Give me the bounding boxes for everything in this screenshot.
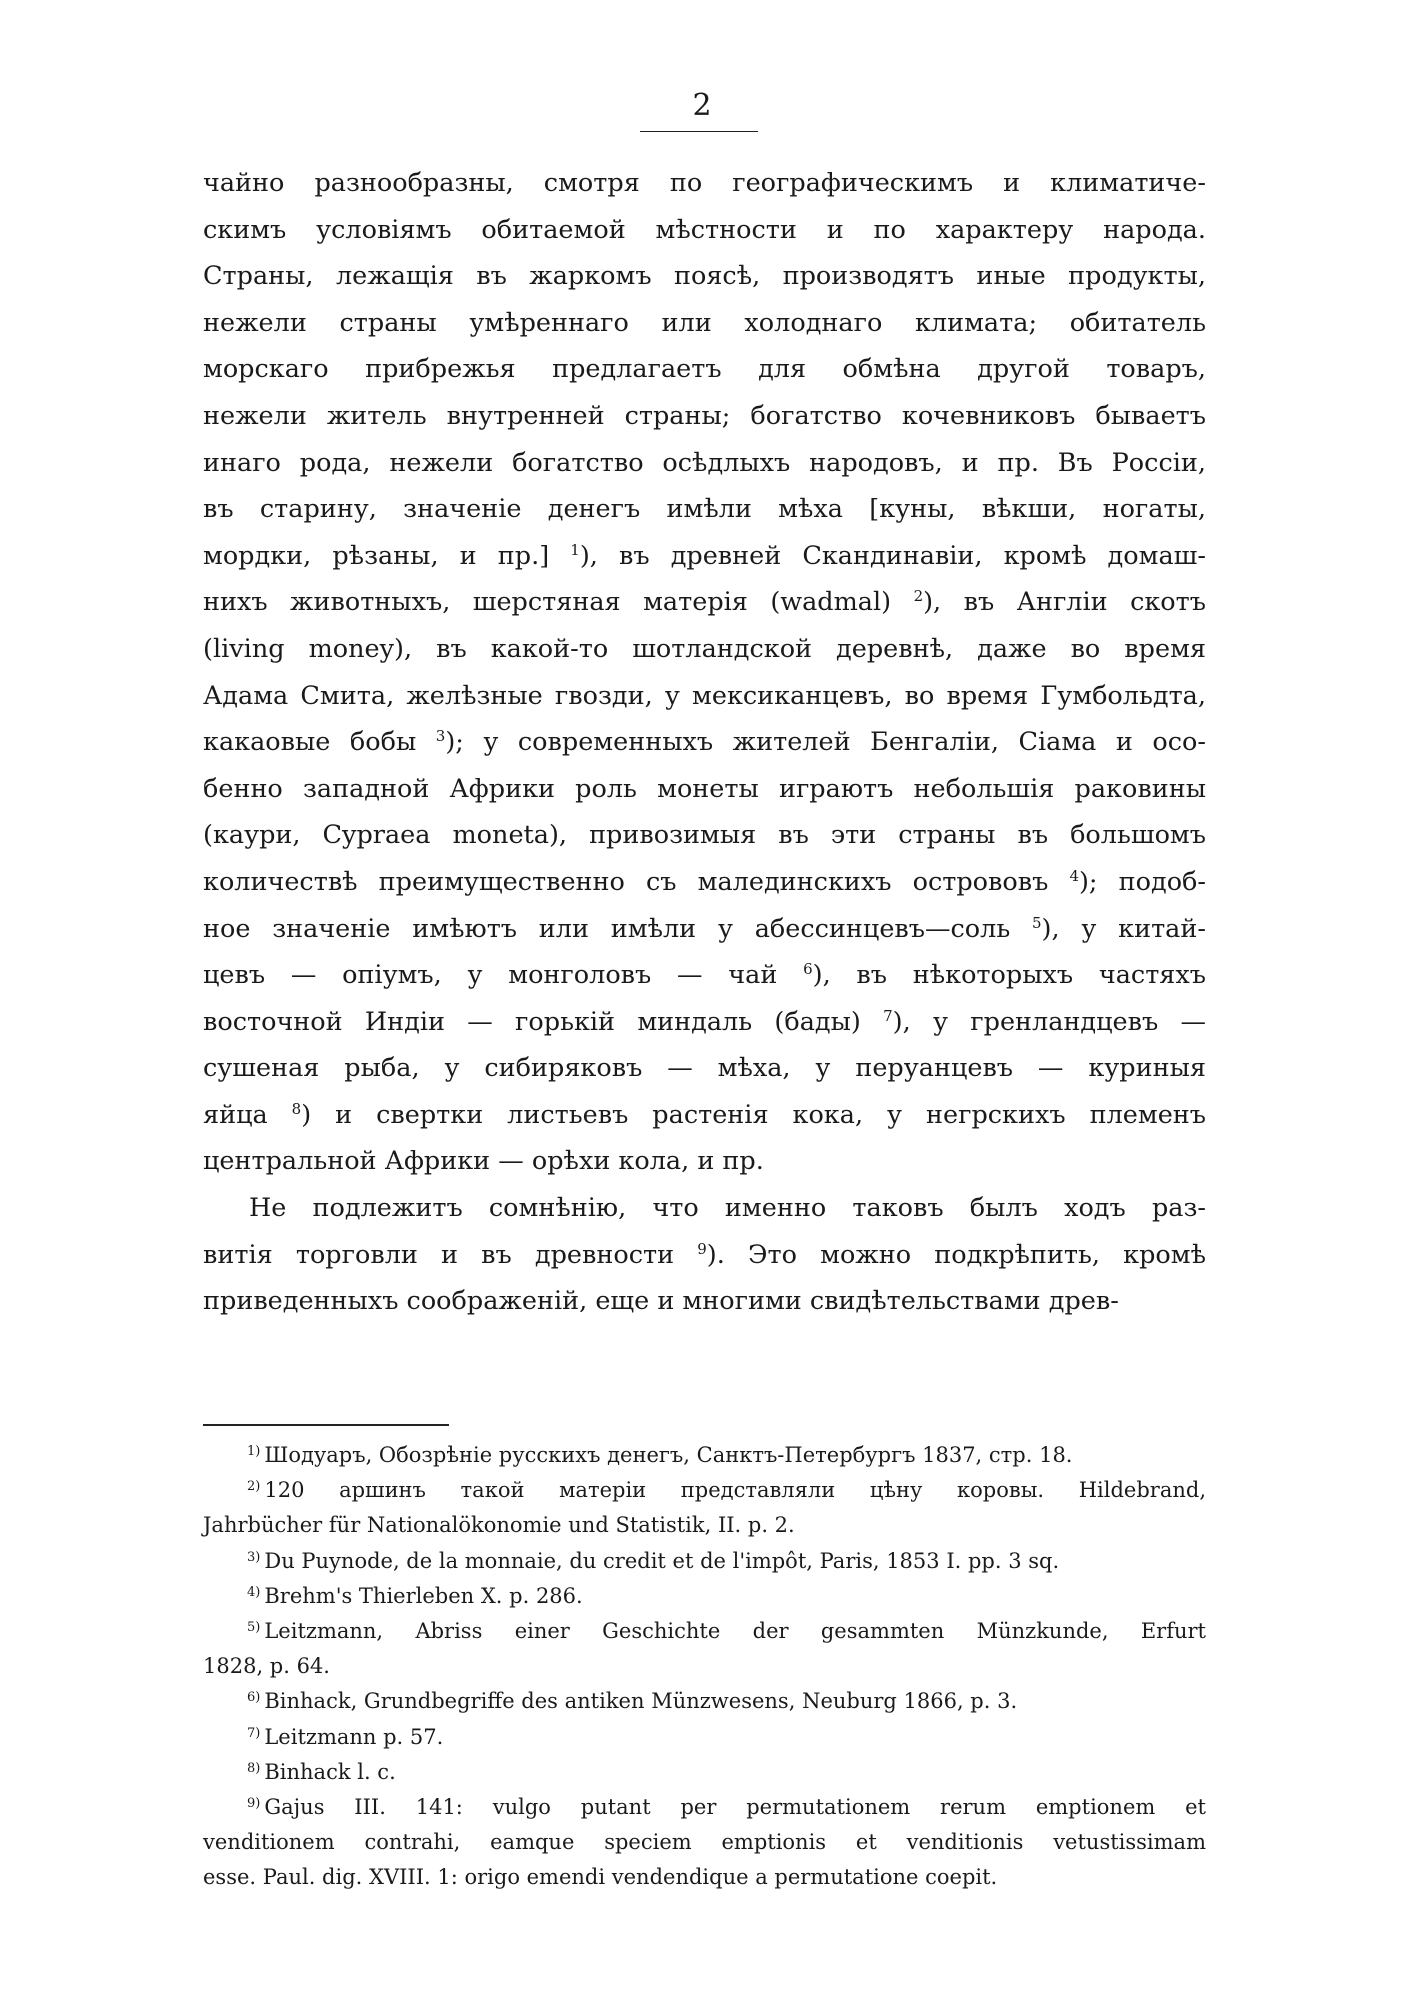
footnote-text: 1828, p. 64.	[203, 1654, 330, 1679]
text-segment: ); у современныхъ жителей Бенгаліи, Сіама и осо-	[445, 727, 1206, 758]
footnote-text: esse. Paul. dig. XVIII. 1: origo emendi vendendique a permutatione coepit.	[203, 1865, 998, 1890]
footnote-text: Gajus III. 141: vulgo putant per permutationem rerum emptionem et	[264, 1795, 1206, 1820]
footnote-mark-number: 3	[247, 1549, 256, 1565]
footnote-reference: 8	[291, 1099, 302, 1118]
footnote-reference: 2	[913, 587, 924, 606]
text-segment: количествѣ преимущественно съ малединскихъ острововъ	[203, 866, 1070, 897]
footnote-text: Leitzmann p. 57.	[264, 1724, 444, 1749]
footnote-reference: 4	[1069, 866, 1079, 885]
footnote-mark-number: 7	[247, 1725, 256, 1741]
footnote-reference: 5	[1031, 913, 1042, 932]
text-segment: морскаго прибрежья предлагаетъ для обмѣна другой товаръ,	[203, 354, 1206, 385]
text-segment: цевъ — опіумъ, у монголовъ — чай	[203, 960, 804, 991]
text-line	[203, 906, 1206, 953]
footnote-line	[203, 1579, 1206, 1614]
text-segment: ), у китай-	[1041, 913, 1206, 944]
footnote-mark: 8)	[247, 1760, 261, 1776]
text-line	[203, 766, 1206, 813]
text-segment: ), въ древней Скандинавіи, кромѣ домаш-	[579, 540, 1206, 571]
footnote-mark: 9)	[247, 1796, 261, 1812]
footnote-line	[203, 1649, 1206, 1684]
text-segment: ное значеніе имѣютъ или имѣли у абессинцевъ—соль	[203, 913, 1032, 944]
text-line	[203, 859, 1206, 906]
text-line	[203, 1232, 1206, 1279]
footnote-text: Шодуаръ, Обозрѣніе русскихъ денегъ, Санктъ-Петербургъ 1837, стр. 18.	[264, 1443, 1073, 1467]
footnote-text: Du Puynode, de la monnaie, du credit et de l'impôt, Paris, 1853 I. pp. 3 sq.	[264, 1548, 1060, 1573]
text-line	[203, 952, 1206, 999]
footnote-mark-number: 2	[247, 1479, 256, 1495]
text-segment: яйца	[203, 1099, 292, 1130]
text-segment: Не подлежитъ сомнѣнію, что именно таковъ былъ ходъ раз-	[249, 1193, 1206, 1224]
text-line	[203, 160, 1206, 207]
text-segment: Страны, лежащія въ жаркомъ поясѣ, производятъ иные продукты,	[203, 261, 1206, 292]
text-line	[203, 346, 1206, 393]
text-segment: какаовые бобы	[203, 727, 436, 758]
footnote-mark: 2)	[247, 1479, 261, 1495]
text-line	[203, 1278, 1206, 1325]
footnote-mark-number: 4	[247, 1584, 256, 1600]
text-segment: чайно разнообразны, смотря по географическимъ и климатиче-	[203, 168, 1206, 198]
text-segment: (каури, Cypraea moneta), привозимыя въ эти страны въ большомъ	[203, 820, 1206, 851]
text-line	[203, 1138, 1206, 1185]
footnote-mark: 5)	[247, 1620, 261, 1636]
text-line	[203, 486, 1206, 533]
footnote-reference: 7	[883, 1006, 893, 1025]
text-segment: нежели страны умѣреннаго или холоднаго климата; обитатель	[203, 307, 1206, 338]
footnote	[203, 1755, 1206, 1790]
text-segment: сушеная рыба, у сибиряковъ — мѣха, у перуанцевъ — куриныя	[203, 1053, 1206, 1084]
text-segment: ), у гренландцевъ —	[892, 1006, 1206, 1037]
footnote-text: venditionem contrahi, eamque speciem emptionis et venditionis vetustissimam	[203, 1830, 1206, 1855]
text-line	[203, 1045, 1206, 1092]
text-line	[203, 719, 1206, 766]
text-segment: нежели житель внутренней страны; богатство кочевниковъ бываетъ	[203, 400, 1206, 431]
footnote-reference: 6	[803, 960, 813, 979]
footnote	[203, 1473, 1206, 1543]
footnote-line	[203, 1720, 1206, 1755]
text-segment: центральной Африки — орѣхи кола, и пр.	[203, 1146, 764, 1177]
footnote-mark: 6)	[247, 1690, 261, 1706]
footnote	[203, 1790, 1206, 1896]
text-line	[203, 1092, 1206, 1139]
text-line	[203, 207, 1206, 254]
page-number-rule	[640, 131, 758, 132]
text-segment: бенно западной Африки роль монеты играютъ небольшія раковины	[203, 773, 1206, 804]
footnote-mark-number: 6	[247, 1690, 256, 1706]
footnote-text: Binhack l. c.	[264, 1759, 396, 1784]
text-segment: ) и свертки листьевъ растенія кока, у негрскихъ племенъ	[301, 1099, 1207, 1130]
text-segment: витія торговли и въ древности	[203, 1239, 698, 1270]
footnote-mark: 3)	[247, 1549, 261, 1565]
footnote-line	[203, 1790, 1206, 1825]
body-text	[203, 160, 1206, 1325]
text-line	[203, 673, 1206, 720]
footnote-mark: 7)	[247, 1725, 261, 1741]
text-line	[203, 393, 1206, 440]
footnote-mark-number: 5	[247, 1620, 256, 1636]
text-line	[203, 533, 1206, 580]
paragraph	[203, 160, 1206, 1185]
footnote-line	[203, 1755, 1206, 1790]
footnote-text: 120 аршинъ такой матеріи представляли цѣну коровы. Hildebrand,	[264, 1478, 1206, 1503]
footnote-line	[203, 1860, 1206, 1895]
text-line	[203, 300, 1206, 347]
text-segment: ), въ Англіи скотъ	[923, 587, 1206, 618]
footnote-line	[203, 1438, 1206, 1473]
text-line	[203, 999, 1206, 1046]
footnotes	[203, 1438, 1206, 1896]
text-segment: Адама Смита, желѣзные гвозди, у мексиканцевъ, во время Гумбольдта,	[203, 680, 1206, 711]
footnote-mark: 4)	[247, 1584, 261, 1600]
footnote-text: Binhack, Grundbegriffe des antiken Münzwesens, Neuburg 1866, p. 3.	[264, 1689, 1018, 1714]
text-line	[203, 253, 1206, 300]
text-segment: ), въ нѣкоторыхъ частяхъ	[812, 960, 1206, 991]
text-segment: приведенныхъ соображеній, еще и многими свидѣтельствами древ-	[203, 1286, 1119, 1317]
footnote-line	[203, 1614, 1206, 1649]
text-line	[203, 626, 1206, 673]
footnote	[203, 1684, 1206, 1719]
text-line	[203, 579, 1206, 626]
footnote-separator	[203, 1424, 449, 1426]
text-segment: ). Это можно подкрѣпить, кромѣ	[706, 1239, 1206, 1270]
footnote-reference: 3	[435, 727, 446, 746]
text-segment: нихъ животныхъ, шерстяная матерія (wadmal)	[203, 587, 914, 618]
footnote-mark-number: 8	[247, 1760, 256, 1776]
paragraph	[203, 1185, 1206, 1325]
footnote-text: Jahrbücher für Nationalökonomie und Statistik, II. p. 2.	[203, 1513, 795, 1538]
footnote-mark-number: 1	[247, 1444, 256, 1459]
footnote-reference: 9	[697, 1239, 707, 1258]
page-number: 2	[692, 88, 712, 123]
footnote-line	[203, 1825, 1206, 1860]
text-segment: скимъ условіямъ обитаемой мѣстности и по характеру народа.	[203, 214, 1206, 245]
text-segment: въ старину, значеніе денегъ имѣли мѣха [куны, вѣкши, ногаты,	[203, 494, 1206, 525]
footnote-line	[203, 1684, 1206, 1719]
text-segment: восточной Индіи — горькій миндаль (бады)	[203, 1006, 884, 1037]
footnote	[203, 1438, 1206, 1473]
footnote	[203, 1614, 1206, 1684]
footnote-reference: 1	[570, 540, 580, 559]
footnote-line	[203, 1508, 1206, 1543]
text-segment: мордки, рѣзаны, и пр.]	[203, 540, 571, 571]
text-line	[203, 812, 1206, 859]
footnote-text: Brehm's Thierleben X. p. 286.	[264, 1583, 583, 1608]
text-line	[203, 1185, 1206, 1232]
text-line	[203, 440, 1206, 487]
footnote-line	[203, 1544, 1206, 1579]
footnote	[203, 1720, 1206, 1755]
footnote-mark: 1)	[247, 1444, 261, 1459]
footnote	[203, 1579, 1206, 1614]
text-segment: ); подоб-	[1078, 866, 1207, 897]
text-segment: (living money), въ какой-то шотландской деревнѣ, даже во время	[203, 633, 1206, 664]
footnote-mark-number: 9	[247, 1796, 256, 1812]
footnote	[203, 1544, 1206, 1579]
footnote-text: Leitzmann, Abriss einer Geschichte der gesammten Münzkunde, Erfurt	[264, 1619, 1206, 1644]
footnote-line	[203, 1473, 1206, 1508]
text-segment: инаго рода, нежели богатство осѣдлыхъ народовъ, и пр. Въ Россіи,	[203, 447, 1206, 478]
